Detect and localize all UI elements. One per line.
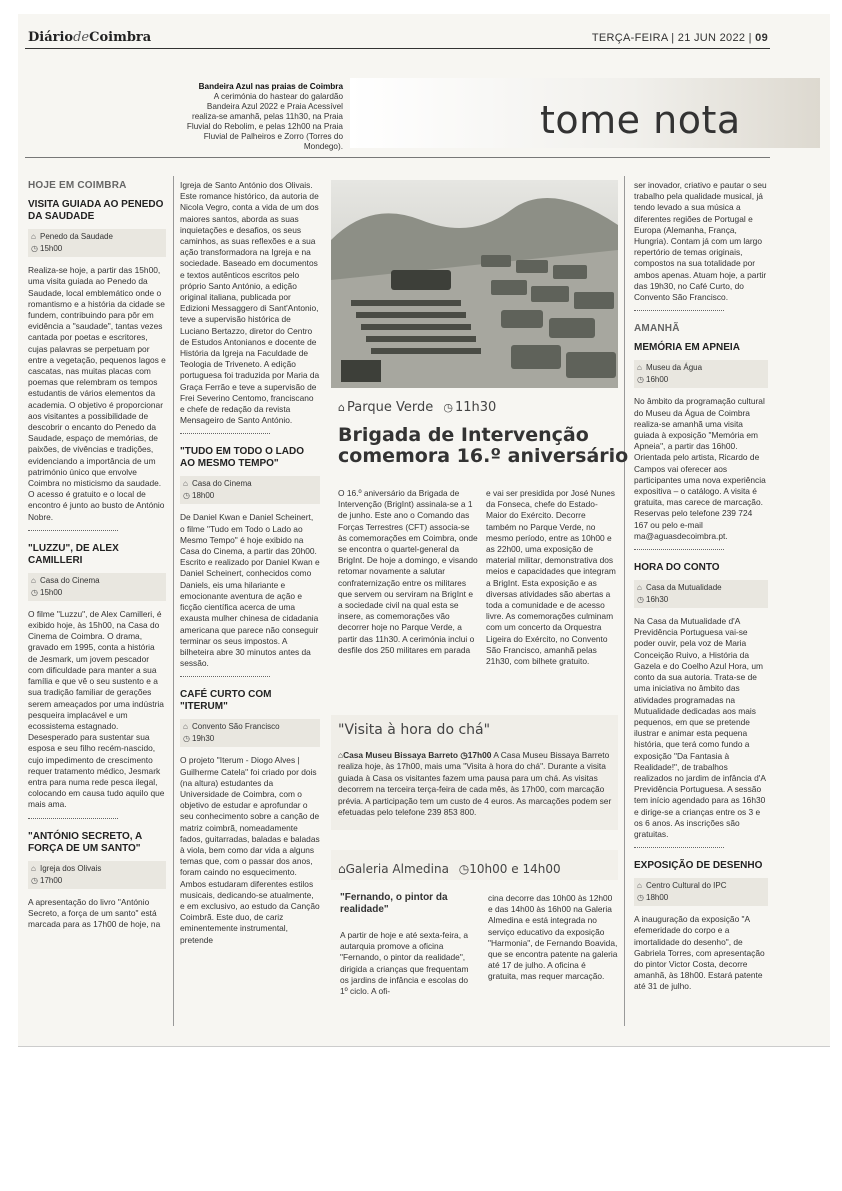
event-place: Casa do Cinema <box>40 575 100 585</box>
masthead <box>28 30 151 45</box>
column-divider <box>173 176 174 1026</box>
separator <box>634 548 724 550</box>
event-time: 16h00 <box>646 375 669 385</box>
section-title: tome nota <box>540 98 741 142</box>
article-body: No âmbito da programação cultural do Museu da Água de Coimbra realiza-se amanhã uma visita guiada à exposição "Memória em Apneia", a partir das 16h00. Orientada pelo artista, Ricardo de Campos vai oferecer aos participantes uma nova experiência expositiva – o catálogo. A visita é gratuita, mas carece de marcação. Reservas pelo telefone 239 724 167 ou pelo e-mail ma@aguasdecoimbra.pt. <box>634 396 766 541</box>
galeria-place: Galeria Almedina <box>345 862 449 876</box>
top-note-title: Bandeira Azul nas praias de Coimbra <box>198 82 343 91</box>
page-number: 09 <box>755 32 768 44</box>
location-icon: ⌂ <box>31 863 36 873</box>
event-time: 16h30 <box>646 595 669 605</box>
box-time: 17h00 <box>467 750 492 760</box>
page-edge <box>18 1046 830 1047</box>
article-title: "LUZZU", DE ALEX CAMILLERI <box>28 542 119 566</box>
lead-place: Parque Verde <box>346 400 434 415</box>
article-body: A apresentação do livro "António Secreto, a força de um santo" está marcada para as 17h00 de hoje, na <box>28 896 161 929</box>
photo-illustration <box>331 180 618 388</box>
header-rule <box>25 48 770 49</box>
article-title: MEMÓRIA EM APNEIA <box>634 342 740 354</box>
box-body: A Casa Museu Bissaya Barreto realiza hoje, às 17h00, mais uma "Visita à hora do chá". Durante a visita guiada à Casa os visitantes fazem uma pausa para um chá. As visitas decorrem na terceira terça-feira de cada mês, às 17h00, com marcação prévia. A participação tem um custo de 4 euros. As marcações podem ser efetuadas pelo telefone 239 853 800. <box>338 750 612 818</box>
article-body: Na Casa da Mutualidade d'A Previdência Portuguesa vai-se poder ouvir, pela voz de Maria Conceição Ruivo, a História da Gazela e do Coelho Azul Hora, um conto da sua autoria. Trata-se de uma iniciativa no âmbito das atividades programadas na Mutualidade dedicadas aos mais pequenos, em que se pretende ilustrar e animar esta pequena história, que terá como fundo a exposição "Da Fantasia à Realidade!", de trabalhos realizados no jardim de infância d'A Previdência Portuguesa. A sessão tem início agendado para as 16h30 e dirige-se a crianças entre os 3 e os 6 anos. As inscrições são gratuitas. <box>634 616 766 839</box>
location-icon: ⌂ <box>183 479 188 489</box>
location-icon: ⌂ <box>183 722 188 732</box>
galeria-col-b <box>488 893 618 983</box>
event-time: 15h00 <box>40 244 63 254</box>
article-body: O filme "Luzzu", de Alex Camilleri, é exibido hoje, às 15h00, na Casa do Cinema de Coimbra. O drama, gravado em 1995, conta a história de Jesmark, um jovem pescador com dificuldade para manter a sua família e que vê o seu sustento e a sua tradição familiar de gerações serem ameaçados por uma indústria pesqueira implacável e um ecossistema estagnado. Desesperado para sustentar sua esposa e seu filho recém-nascido, cujo impedimento de crescimento requer tratamento médico, Jesmark entra para numa rede pesca ilegal, colocando em causa tudo aquilo que mais ama. <box>28 608 165 810</box>
top-note <box>183 82 343 152</box>
event-meta <box>28 861 166 889</box>
date-text: TERÇA-FEIRA | 21 JUN 2022 | <box>591 32 752 44</box>
article-body-continued: ser inovador, criativo e pautar o seu trabalho pela qualidade musical, já tendo levado a sua música a diferentes regiões de Portugal e Europa (Alemanha, França, Hungria). Contam já com um largo repertório de temas originais, compostos na sua totalidade por ambos apenas. Atuam hoje, a partir das 19h30, no Café Curto, do Convento São Francisco. <box>634 180 767 303</box>
box-title: "Visita à hora do chá" <box>338 722 491 738</box>
event-place: Casa do Cinema <box>192 479 252 489</box>
clock-icon: ◷ <box>31 587 38 597</box>
lead-photo-military-vehicles <box>331 180 618 388</box>
clock-icon: ◷ <box>637 595 644 605</box>
article-title: "TUDO EM TODO O LADO AO MESMO TEMPO" <box>180 446 304 470</box>
separator <box>634 846 724 848</box>
clock-icon: ◷ <box>183 491 190 501</box>
event-meta <box>28 229 166 257</box>
lead-headline: Brigada de Intervenção comemora 16.º aniversário <box>338 424 629 467</box>
top-note-text: A cerimónia do hastear do galardão Bandeira Azul 2022 e Praia Acessível realiza-se amanhã, pelas 11h30, na Praia Fluvial do Rebolim, e pelas 12h00 na Praia Fluvial de Palheiros e Zorro (Torres do Mondego). <box>186 92 343 151</box>
article-title: VISITA GUIADA AO PENEDO DA SAUDADE <box>28 199 164 223</box>
event-time: 19h30 <box>192 734 215 744</box>
article-title: "ANTÓNIO SECRETO, A FORÇA DE UM SANTO" <box>28 830 142 854</box>
column-1 <box>28 180 166 936</box>
clock-icon: ◷ <box>31 875 38 885</box>
article-title: HORA DO CONTO <box>634 562 720 574</box>
separator <box>28 529 118 531</box>
event-place: Convento São Francisco <box>192 722 280 732</box>
location-icon: ⌂ <box>338 401 345 414</box>
lead-event-meta <box>338 400 496 415</box>
lead-body-col-a <box>338 488 478 656</box>
event-meta <box>180 719 320 747</box>
column-4 <box>634 180 768 999</box>
section-heading-tomorrow: AMANHÃ <box>634 323 680 335</box>
separator <box>28 817 118 819</box>
galeria-time: 10h00 e 14h00 <box>469 862 561 876</box>
event-time: 18h00 <box>646 893 669 903</box>
event-meta <box>634 360 768 388</box>
galeria-body-text: cina decorre das 10h00 às 12h00 e das 14h00 às 16h00 na Galeria Almedina e está integrada no serviço educativo da exposição "Harmonia", de Fernando Boavida, que se encontra patente na galeria até 17 de julho. A oficina é gratuita, mas requer marcação. <box>488 893 618 982</box>
location-icon: ⌂ <box>338 862 346 876</box>
location-icon: ⌂ <box>31 232 36 242</box>
galeria-body-text: A partir de hoje e até sexta-feira, a autarquia promove a oficina "Fernando, o pintor da realidade", dirigida a crianças que frequentam os jardins de infância e escolas do 1º ciclo. A ofi- <box>340 930 469 997</box>
column-2 <box>180 180 320 952</box>
location-icon: ⌂ <box>338 750 344 760</box>
article-body: O projeto "Iterum - Diogo Alves | Guilherme Catela" foi criado por dois (na altura) estudantes da Universidade de Coimbra, com o objetivo de estudar e aprofundar o seu conhecimento sobre a canção de matriz coimbrã, nomeadamente fados, guitarradas, baladas e baladas à viola, bem como dar vida a alguns temas que, com o passar dos anos, foram caindo no esquecimento. Ambos estudaram diferentes estilos musicais, dedicando-se atualmente, e em exclusivo, ao estudo da Canção Coimbrã. Este duo, de cariz eminentemente instrumental, pretende <box>180 755 320 945</box>
event-time: 17h00 <box>40 875 63 885</box>
article-title: EXPOSIÇÃO DE DESENHO <box>634 860 763 872</box>
clock-icon: ◷ <box>443 401 453 414</box>
clock-icon: ◷ <box>183 734 190 744</box>
clock-icon: ◷ <box>460 750 468 760</box>
event-meta <box>634 878 768 906</box>
event-meta <box>634 580 768 608</box>
event-meta <box>180 476 320 504</box>
column-divider <box>624 176 625 1026</box>
box-place: Casa Museu Bissaya Barreto <box>343 750 459 760</box>
article-title: CAFÉ CURTO COM "ITERUM" <box>180 689 272 713</box>
masthead-word-2: de <box>73 30 90 45</box>
masthead-word-3: Coimbra <box>89 30 152 45</box>
lead-body-col-b <box>486 488 618 667</box>
event-meta <box>28 573 166 601</box>
location-icon: ⌂ <box>637 881 642 891</box>
galeria-meta <box>338 862 561 876</box>
galeria-title: "Fernando, o pintor da realidade" <box>340 892 448 915</box>
event-place: Centro Cultural do IPC <box>646 881 727 891</box>
separator <box>634 309 724 311</box>
separator <box>180 675 270 677</box>
location-icon: ⌂ <box>31 575 36 585</box>
article-body: Realiza-se hoje, a partir das 15h00, uma visita guiada ao Penedo da Saudade, local emblemático onde o romantismo e a história da cidade se fundem, contribuindo para pôr em evidência a "saudade", tantas vezes cantada por poetas e escritores, cujas palavras se perpetuam por entre a vegetação, pequenos lagos e cascatas, nas muitas placas com poemas que relembram os tempos estudantis de vários elementos da academia. O objetivo é proporcionar aos visitantes a possibilidade de descobrir o encanto do Penedo da Saudade, espaço de memórias, de paixões, de vivências e tradições, evidenciando a importância de um património único que envolve Coimbra no misticismo da saudade. O acesso é gratuito e o local de encontro é junto ao busto de António Nobre. <box>28 265 166 522</box>
clock-icon: ◷ <box>458 862 470 876</box>
galeria-col-a <box>340 930 475 997</box>
event-time: 18h00 <box>192 491 215 501</box>
location-icon: ⌂ <box>637 583 642 593</box>
article-body: A inauguração da exposição "A efemeridade do corpo e a imortalidade do desenho", de Gabriela Torres, com apresentação do pintor Victor Costa, decorre amanhã, às 18h00. Estará patente até 31 de julho. <box>634 914 765 992</box>
event-place: Penedo da Saudade <box>40 232 113 242</box>
box-text <box>338 750 614 818</box>
separator <box>180 432 270 434</box>
article-body: De Daniel Kwan e Daniel Scheinert, o filme "Tudo em Todo o Lado ao Mesmo Tempo" é hoje exibido na Casa do Cinema, a partir das 20h00. Escrito e realizado por Daniel Kwan e Daniel Scheinert, conhecidos como Daniels, eis uma hilariante e emocionante aventura de ação e ficção científica acerca de uma exausta mulher chinesa de cidadania americana que parece não conseguir terminar os seus impostos. A bilheteira abre 30 minutos antes da sessão. <box>180 512 320 669</box>
event-time: 15h00 <box>40 587 63 597</box>
dateline <box>592 32 768 44</box>
clock-icon: ◷ <box>637 893 644 903</box>
clock-icon: ◷ <box>637 375 644 385</box>
article-body-continued: Igreja de Santo António dos Olivais. Este romance histórico, da autoria de Nicola Vegro, conta a vida de um dos maiores santos, aborda as suas inquietações e desafios, os seus caminhos, as suas reflexões e a sua ação transformadora na Igreja e na sociedade. Baseado em documentos e textos autênticos escritos pelo próprio Santo António, a edição original italiana, publicada por Edizioni Messaggero di Sant'Antonio, teve a supervisão histórica de Luciano Bertazzo, diretor do Centro de Estudos Antonianos e docente de História da Igreja na Faculdade de Teologia de Triveneto. A edição portuguesa foi traduzida por Maria da Graça Ferrão e teve a supervisão de Frei Severino Centomo, franciscano e chefe de redação da revista Mensageiro de Santo António. <box>180 180 320 426</box>
event-place: Museu da Água <box>646 363 703 373</box>
section-heading-today: HOJE EM COIMBRA <box>28 180 127 191</box>
lead-body-text: e vai ser presidida por José Nunes da Fonseca, chefe do Estado-Maior do Exército. Decorre também no Parque Verde, no mesmo período, entre as 10h00 e as 22h00, uma exposição de material militar, demonstrativa dos meios e capacidades que integram a BrigInt. Esta exposição e as diversas atividades são abertas a toda a comunidade e de acesso livre. As comemorações culminam com um concerto da Orquestra Ligeira do Exército, no Convento São Francisco, amanhã pelas 21h30, com bilhete gratuito. <box>486 488 616 667</box>
section-rule <box>25 157 770 158</box>
lead-body-text: O 16.º aniversário da Brigada de Intervenção (BrigInt) assinala-se a 1 de junho. Este ano o Comando das Forças Terrestres (CFT) associa-se às comemorações em Coimbra, onde se encontra o quartel-general da BrigInt. De hoje a domingo, e visando retomar novamente a salutar confraternização entre os militares que servem ou serviram na BrigInt e a sociedade civil na qual esta se insere, as comemorações vão decorrer hoje no Parque Verde, a partir das 11h30. A cerimónia inclui o desfile dos 250 militares em parada <box>338 488 478 655</box>
location-icon: ⌂ <box>637 363 642 373</box>
event-place: Casa da Mutualidade <box>646 583 722 593</box>
event-place: Igreja dos Olivais <box>40 863 102 873</box>
clock-icon: ◷ <box>31 244 38 254</box>
masthead-word-1: Diário <box>28 30 74 45</box>
lead-time: 11h30 <box>454 400 497 415</box>
